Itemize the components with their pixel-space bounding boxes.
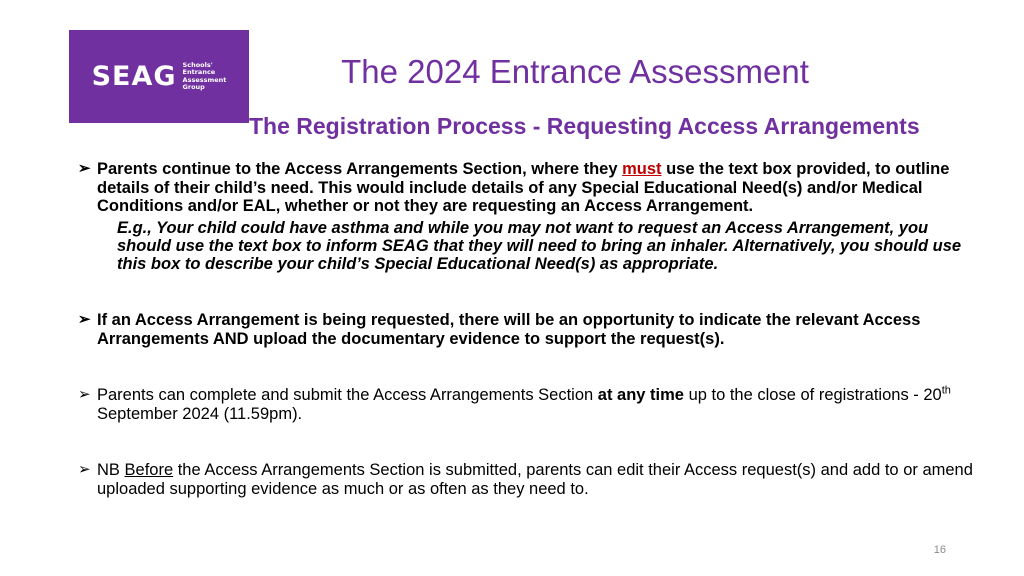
arrow-bullet-icon: ➢ [78,160,91,177]
bullet-text-segment: September 2024 (11.59pm). [97,404,303,423]
bullet-text [97,386,978,423]
logo-sub-line: Group [182,83,205,91]
logo-subtitle [183,62,227,92]
example-note: E.g., Your child could have asthma and while you may not want to request an Access Arrangement, you should use the text box to inform SEAG that they will need to bring an inhaler. Alternatively, you should use this box to describe your child’s Special Educational Need(s) as appropriate. [117,218,962,273]
page-number: 16 [933,544,946,556]
bullet-text-segment: use the text box provided, to outline details of their child’s need. This would include details of any Special Educational Need(s) and/or Medical Conditions and/or EAL, whether or not they are requesting an Access Arrangement. [97,160,950,215]
bullet-text-segment: NB [97,461,125,480]
seag-logo [69,30,249,123]
bold-emphasis: at any time [597,386,684,405]
bullet-item [78,311,978,348]
underline-emphasis: Before [124,461,174,480]
logo-sub-line: Assessment [182,75,227,84]
ordinal-suffix: th [941,384,951,397]
arrow-bullet-icon: ➢ [78,311,91,329]
bullet-item [78,386,978,423]
must-emphasis: must [622,160,662,178]
bullet-item [78,461,978,498]
bullet-text-segment: the Access Arrangements Section is submitted, parents can edit their Access request(s) and add to or amend uploaded supporting evidence as much or as often as they need to. [97,461,973,498]
logo-sub-line: Schools' [182,60,213,69]
bullet-text-segment: up to the close of registrations - 20 [683,386,942,405]
arrow-bullet-icon: ➢ [78,386,91,404]
bullet-text: If an Access Arrangement is being requested, there will be an opportunity to indicate the relevant Access Arrangements AND upload the documentary evidence to support the request(s). [97,311,921,348]
bullet-text [97,160,978,216]
bullet-item [78,160,978,216]
slide-subtitle: The Registration Process - Requesting Access Arrangements [249,113,920,139]
bullet-list [78,160,978,498]
bullet-text-segment: Parents can complete and submit the Access Arrangements Section [97,386,598,405]
logo-sub-line: Entrance [182,68,216,76]
logo-wordmark: SEAG [91,61,177,92]
bullet-text [97,461,978,498]
slide-title: The 2024 Entrance Assessment [341,53,809,90]
bullet-text-segment: Parents continue to the Access Arrangements Section, where they [97,160,623,178]
arrow-bullet-icon: ➢ [78,461,91,479]
